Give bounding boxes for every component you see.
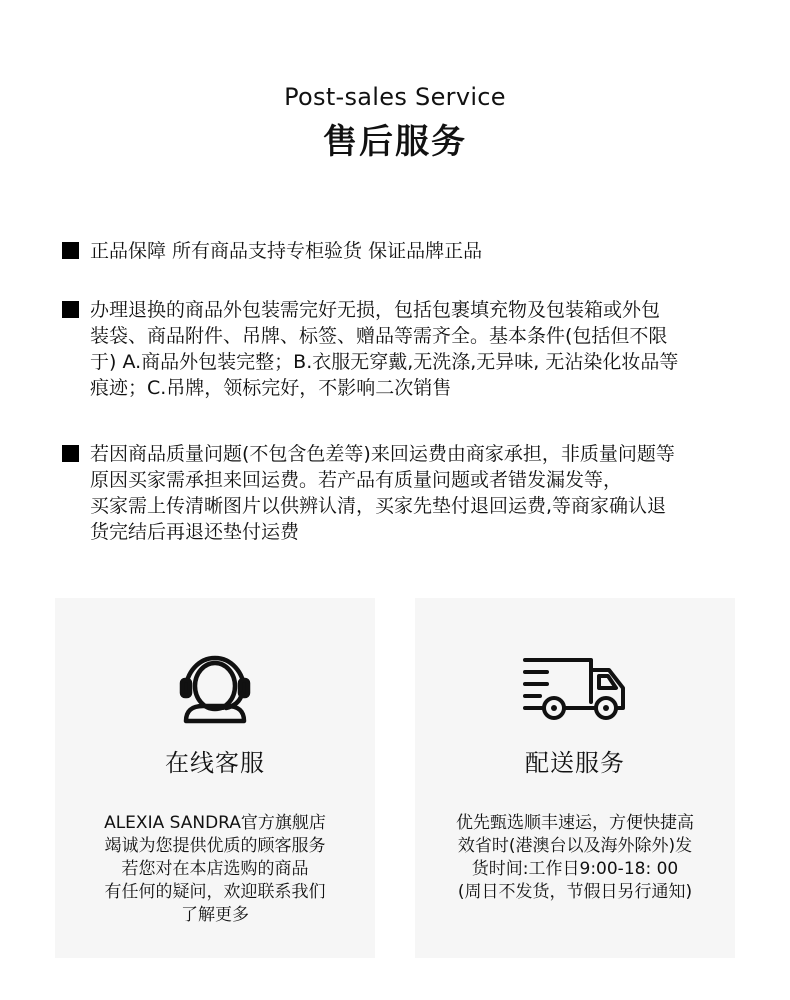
term-line: 办理退换的商品外包装需完好无损，包括包裹填充物及包装箱或外包 [90,299,661,321]
title-english: Post-sales Service [284,83,506,111]
term-line: 于) A.商品外包装完整；B.衣服无穿戴,无洗涤,无异味, 无沾染化妆品等 [90,351,679,373]
card-desc-line: 了解更多 [181,905,249,925]
card-desc-line: ALEXIA SANDRA官方旗舰店 [104,813,326,833]
term-line: 装袋、商品附件、吊牌、标签、赠品等需齐全。基本条件(包括但不限 [90,325,668,347]
delivery-service-card [415,598,735,958]
term-line: 买家需上传清晰图片以供辨认清，买家先垫付退回运费,等商家确认退 [90,495,667,517]
term-line: 若因商品质量问题(不包含色差等)来回运费由商家承担，非质量问题等 [90,443,675,465]
square-bullet-icon [62,445,79,462]
card-description [415,812,735,904]
delivery-truck-icon [415,650,735,730]
term-return-conditions [62,297,742,401]
term-line: 痕迹；C.吊牌，领标完好，不影响二次销售 [90,377,452,399]
service-cards [55,598,735,958]
title-chinese: 售后服务 [323,122,467,162]
square-bullet-icon [62,242,79,259]
card-desc-line: 有任何的疑问，欢迎联系我们 [104,882,326,902]
page-header [0,82,790,162]
card-desc-line: 效省时(港澳台以及海外除外)发 [457,836,693,856]
card-desc-line: 若您对在本店选购的商品 [121,859,309,879]
online-service-card [55,598,375,958]
term-line: 货完结后再退还垫付运费 [90,521,300,543]
term-line: 原因买家需承担来回运费。若产品有质量问题或者错发漏发等， [90,469,623,491]
card-description [55,812,375,927]
square-bullet-icon [62,301,79,318]
card-title: 配送服务 [525,749,625,777]
card-desc-line: (周日不发货，节假日另行通知) [457,882,693,902]
term-line: 正品保障 所有商品支持专柜验货 保证品牌正品 [90,240,483,262]
card-title: 在线客服 [165,749,265,777]
customer-service-icon [55,650,375,730]
term-authenticity [62,238,742,264]
term-shipping-fees [62,441,742,545]
service-terms [62,238,742,545]
card-desc-line: 优先甄选顺丰速运，方便快捷高 [456,813,694,833]
card-desc-line: 竭诚为您提供优质的顾客服务 [104,836,326,856]
card-desc-line: 货时间:工作日9:00-18: 00 [471,859,679,879]
